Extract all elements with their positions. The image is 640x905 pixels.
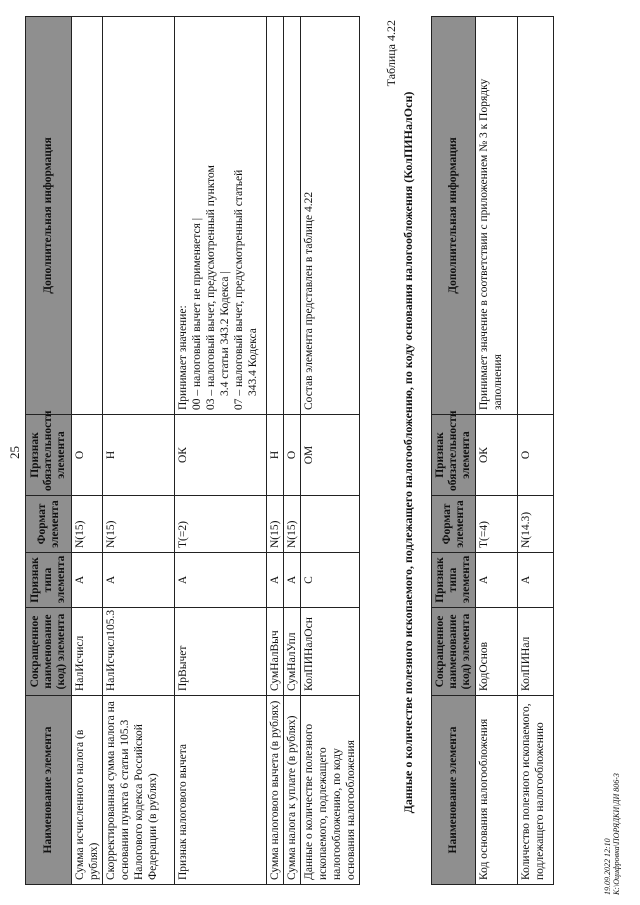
table-header-row: [26, 17, 72, 885]
cell-type: А: [175, 553, 267, 608]
cell-code: КолПИНалОсн: [301, 608, 360, 696]
cell-type: С: [301, 553, 360, 608]
cell-name: Данные о количестве полезного ископаемого, подлежащего налогообложению, по коду основания налогообложения: [301, 696, 360, 885]
cell-code: ПрВычет: [175, 608, 267, 696]
cell-format: N(15): [267, 496, 284, 553]
cell-format: N(15): [72, 496, 103, 553]
header-extra: Дополнительная информация: [432, 17, 476, 415]
cell-code: СумНалУпл: [284, 608, 301, 696]
header-name: Наименование элемента: [432, 696, 476, 885]
stamp-line: 19.09.2022 12:10: [603, 838, 612, 895]
header-format: Формат элемента: [26, 496, 72, 553]
cell-code: НалИсчисл105.3: [103, 608, 175, 696]
header-type: Признак типа элемента: [432, 553, 476, 608]
cell-type: А: [103, 553, 175, 608]
cell-extra: Принимает значение в соответствии с приложением № 3 к Порядку заполнения: [476, 17, 518, 415]
elements-table-1: [25, 16, 360, 885]
page-number: 25: [7, 446, 22, 459]
header-short-name: Сокращенное наименование (код) элемента: [432, 608, 476, 696]
cell-code: КолПИНал: [518, 608, 554, 696]
cell-extra-list: [175, 17, 267, 415]
extra-line: 3.4 статьи 343.2 Кодекса |: [219, 271, 231, 396]
table-header-row: [432, 17, 476, 885]
table-row: [267, 17, 284, 885]
header-short-name: Сокращенное наименование (код) элемента: [26, 608, 72, 696]
cell-type: А: [72, 553, 103, 608]
cell-format: T(=2): [175, 496, 267, 553]
cell-format: [301, 496, 360, 553]
cell-type: А: [267, 553, 284, 608]
header-extra: Дополнительная информация: [26, 17, 72, 415]
cell-type: А: [476, 553, 518, 608]
table-title: Данные о количестве полезного ископаемого, подлежащего налогообложению, по коду основания налогообложения (КолПИНалОсн): [401, 91, 415, 814]
header-type: Признак типа элемента: [26, 553, 72, 608]
extra-line: 343.4 Кодекса: [247, 328, 259, 396]
table-row: [284, 17, 301, 885]
cell-required: Н: [103, 415, 175, 496]
cell-required: ОМ: [301, 415, 360, 496]
table-row: [301, 17, 360, 885]
cell-name: Код основания налогообложения: [476, 696, 518, 885]
cell-extra: [267, 17, 284, 415]
cell-code: НалИсчисл: [72, 608, 103, 696]
cell-required: Н: [267, 415, 284, 496]
cell-extra: [103, 17, 175, 415]
table-row: [175, 17, 267, 885]
cell-format: T(=4): [476, 496, 518, 553]
table-row: [103, 17, 175, 885]
elements-table-2: [431, 16, 554, 885]
cell-type: А: [518, 553, 554, 608]
stamp-line: К:\Оцифровка\ПОРЯДКИ\ДИ 806-3: [612, 773, 621, 895]
header-required: Признак обязательности элемента: [26, 415, 72, 496]
cell-required: О: [284, 415, 301, 496]
cell-name: Сумма исчисленного налога (в рублях): [72, 696, 103, 885]
cell-code: СумНалВыч: [267, 608, 284, 696]
cell-name: Скорректированная сумма налога на основании пункта 6 статьи 105.3 Налогового кодекса Российской Федерации (в рублях): [103, 696, 175, 885]
cell-name: Сумма налога к уплате (в рублях): [284, 696, 301, 885]
header-format: Формат элемента: [432, 496, 476, 553]
print-stamp: [603, 773, 621, 895]
header-name: Наименование элемента: [26, 696, 72, 885]
cell-required: О: [72, 415, 103, 496]
table-row: [72, 17, 103, 885]
extra-line: Принимает значение:: [177, 305, 189, 410]
table-row: [518, 17, 554, 885]
cell-format: N(14.3): [518, 496, 554, 553]
cell-required: ОК: [476, 415, 518, 496]
extra-line: 03 – налоговый вычет, предусмотренный пунктом: [205, 165, 217, 410]
extra-line: 07 – налоговый вычет, предусмотренный статьей: [233, 169, 245, 410]
cell-required: ОК: [175, 415, 267, 496]
cell-format: N(15): [284, 496, 301, 553]
table-row: [476, 17, 518, 885]
cell-name: Количество полезного ископаемого, подлежащего налогообложению: [518, 696, 554, 885]
cell-extra: Состав элемента представлен в таблице 4.22: [301, 17, 360, 415]
cell-code: КодОснов: [476, 608, 518, 696]
cell-name: Признак налогового вычета: [175, 696, 267, 885]
extra-line: 00 – налоговый вычет не применяется |: [191, 217, 203, 410]
cell-type: А: [284, 553, 301, 608]
table-number: Таблица 4.22: [384, 20, 398, 87]
cell-format: N(15): [103, 496, 175, 553]
cell-extra: [72, 17, 103, 415]
header-required: Признак обязательности элемента: [432, 415, 476, 496]
cell-extra: [518, 17, 554, 415]
cell-required: О: [518, 415, 554, 496]
cell-name: Сумма налогового вычета (в рублях): [267, 696, 284, 885]
cell-extra: [284, 17, 301, 415]
